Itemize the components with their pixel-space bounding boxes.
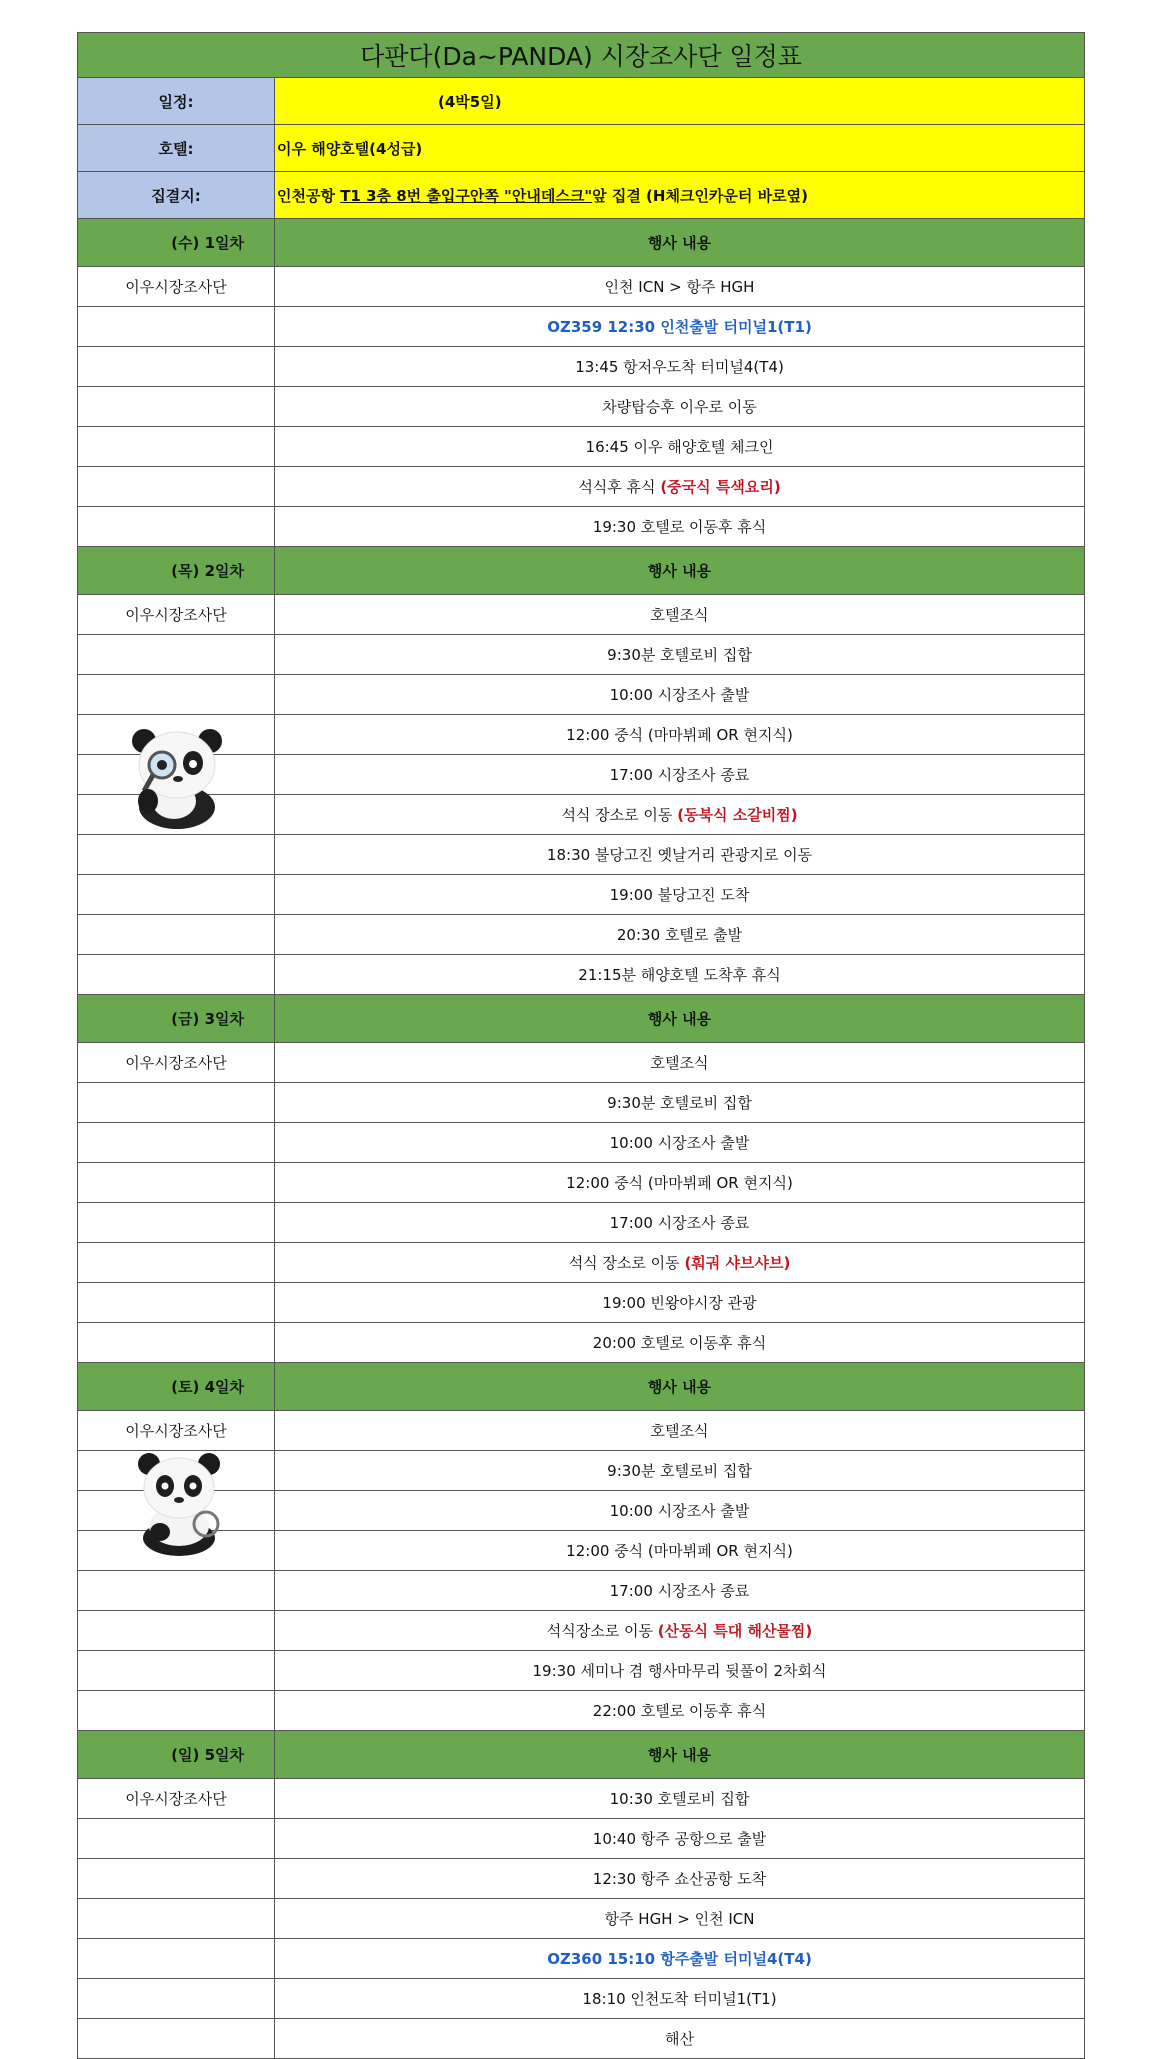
event-cell [275,795,1085,835]
day-header-title: 행사 내용 [275,1363,1085,1411]
info-row-hotel [78,125,1085,172]
schedule-row [78,915,1085,955]
team-cell [78,835,275,875]
team-cell [78,1323,275,1363]
team-cell: 이우시장조사단 [78,267,275,307]
schedule-row [78,1651,1085,1691]
event-cell [275,1819,1085,1859]
schedule-row [78,307,1085,347]
event-text: 13:45 항저우도착 터미널4(T4) [575,358,784,376]
day-header-title: 행사 내용 [275,547,1085,595]
event-text: 16:45 이우 해양호텔 체크인 [585,438,774,456]
event-cell [275,427,1085,467]
day-label: (수) 1일차 [78,219,275,267]
schedule-row [78,1323,1085,1363]
event-text: 9:30분 호텔로비 집합 [607,1094,752,1112]
event-text: 석식 장소로 이동 [568,1254,685,1272]
schedule-row [78,387,1085,427]
team-cell [78,307,275,347]
event-menu-highlight: (중국식 특색요리) [660,478,781,496]
event-text: 9:30분 호텔로비 집합 [607,646,752,664]
schedule-table [77,32,1085,2059]
team-cell: 이우시장조사단 [78,1779,275,1819]
event-cell [275,1651,1085,1691]
team-cell [78,467,275,507]
event-text: 12:00 중식 (마마뷔페 OR 현지식) [566,1174,793,1192]
schedule-label: 일정: [78,78,275,125]
event-text: 석식 장소로 이동 [561,806,678,824]
team-cell [78,507,275,547]
event-text: 19:00 빈왕야시장 관광 [602,1294,757,1312]
event-cell [275,307,1085,347]
team-cell [78,675,275,715]
event-text: 호텔조식 [650,1054,709,1072]
team-cell [78,1203,275,1243]
team-cell [78,1611,275,1651]
schedule-row [78,267,1085,307]
hotel-label: 호텔: [78,125,275,172]
event-text: 21:15분 해양호텔 도착후 휴식 [578,966,781,984]
title-row [78,33,1085,78]
event-cell [275,635,1085,675]
event-cell [275,387,1085,427]
team-cell [78,2019,275,2059]
team-cell [78,1243,275,1283]
info-row-schedule [78,78,1085,125]
schedule-row [78,1939,1085,1979]
event-text: 10:30 호텔로비 집합 [609,1790,750,1808]
event-cell [275,467,1085,507]
event-text: 18:30 불당고진 옛날거리 관광지로 이동 [546,846,813,864]
day-header-row [78,547,1085,595]
schedule-row [78,1243,1085,1283]
event-cell [275,1939,1085,1979]
team-cell [78,635,275,675]
event-cell [275,835,1085,875]
event-text: 18:10 인천도착 터미널1(T1) [582,1990,777,2008]
event-cell [275,955,1085,995]
team-cell [78,347,275,387]
event-text: 22:00 호텔로 이동후 휴식 [592,1702,767,1720]
team-cell [78,1859,275,1899]
event-text: OZ360 15:10 항주출발 터미널4(T4) [547,1950,812,1968]
event-text: 19:30 호텔로 이동후 휴식 [592,518,767,536]
event-cell [275,1323,1085,1363]
team-cell [78,427,275,467]
event-cell [275,1083,1085,1123]
schedule-row [78,1779,1085,1819]
event-cell [275,1779,1085,1819]
event-text: 12:30 항주 쇼산공항 도착 [592,1870,767,1888]
schedule-row [78,955,1085,995]
day-header-title: 행사 내용 [275,995,1085,1043]
event-text: 항주 HGH > 인천 ICN [604,1910,755,1928]
event-cell [275,1531,1085,1571]
schedule-row [78,1819,1085,1859]
team-cell [78,955,275,995]
schedule-sheet [77,32,1084,2059]
event-text: 17:00 시장조사 종료 [609,1582,750,1600]
event-cell [275,1571,1085,1611]
schedule-row [78,595,1085,635]
schedule-row [78,1043,1085,1083]
schedule-row [78,1611,1085,1651]
team-cell [78,1651,275,1691]
event-text: 호텔조식 [650,606,709,624]
event-text: 10:40 항주 공항으로 출발 [592,1830,767,1848]
panda-sitting-illustration [124,1446,234,1558]
schedule-row [78,1411,1085,1451]
event-text: 19:00 불당고진 도착 [609,886,750,904]
event-cell [275,595,1085,635]
schedule-row [78,1083,1085,1123]
event-cell [275,915,1085,955]
event-cell [275,1043,1085,1083]
event-cell [275,1491,1085,1531]
event-cell [275,507,1085,547]
team-cell [78,875,275,915]
info-row-meeting [78,172,1085,219]
schedule-row [78,1283,1085,1323]
event-menu-highlight: (동북식 소갈비찜) [677,806,798,824]
event-cell [275,2019,1085,2059]
team-cell [78,387,275,427]
event-cell [275,1163,1085,1203]
event-text: 해산 [665,2030,694,2048]
event-cell [275,1979,1085,2019]
event-cell [275,755,1085,795]
day-header-row [78,1731,1085,1779]
day-header-row [78,995,1085,1043]
schedule-row [78,1203,1085,1243]
schedule-row [78,875,1085,915]
event-cell [275,1123,1085,1163]
schedule-row [78,427,1085,467]
day-label: (일) 5일차 [78,1731,275,1779]
event-cell [275,875,1085,915]
schedule-row [78,347,1085,387]
event-text: 19:30 세미나 겸 행사마무리 뒷풀이 2차회식 [532,1662,827,1680]
schedule-row [78,1123,1085,1163]
event-cell [275,1411,1085,1451]
event-text: 10:00 시장조사 출발 [609,1502,750,1520]
event-cell [275,1611,1085,1651]
event-menu-highlight: (산동식 특대 해산물찜) [657,1622,813,1640]
schedule-row [78,1691,1085,1731]
event-cell [275,715,1085,755]
team-cell: 이우시장조사단 [78,1411,275,1451]
day-header-title: 행사 내용 [275,219,1085,267]
event-cell [275,1203,1085,1243]
schedule-row [78,1859,1085,1899]
event-cell [275,1451,1085,1491]
event-cell [275,267,1085,307]
meeting-value [275,172,1085,219]
event-text: 9:30분 호텔로비 집합 [607,1462,752,1480]
meeting-value-prefix: 인천공항 [277,186,341,205]
meeting-label: 집결지: [78,172,275,219]
meeting-value-suffix: 앞 집결 (H체크인카운터 바로옆) [592,186,808,205]
event-text: 10:00 시장조사 출발 [609,686,750,704]
panda-magnifier-illustration [122,719,232,829]
team-cell [78,1283,275,1323]
event-text: 20:00 호텔로 이동후 휴식 [592,1334,767,1352]
event-cell [275,1691,1085,1731]
schedule-row [78,675,1085,715]
event-cell [275,675,1085,715]
day-header-row [78,219,1085,267]
hotel-value: 이우 해양호텔(4성급) [275,125,1085,172]
event-cell [275,1243,1085,1283]
event-text: 12:00 중식 (마마뷔페 OR 현지식) [566,726,793,744]
team-cell [78,1691,275,1731]
event-cell [275,1283,1085,1323]
event-cell [275,1859,1085,1899]
event-text: 10:00 시장조사 출발 [609,1134,750,1152]
schedule-value: (4박5일) [275,78,1085,125]
schedule-row [78,1571,1085,1611]
event-text: 12:00 중식 (마마뷔페 OR 현지식) [566,1542,793,1560]
event-text: 석식후 휴식 [578,478,661,496]
schedule-row [78,2019,1085,2059]
team-cell [78,1571,275,1611]
page-title: 다판다(Da~PANDA) 시장조사단 일정표 [78,33,1085,78]
event-cell [275,347,1085,387]
day-label: (목) 2일차 [78,547,275,595]
event-text: 인천 ICN > 항주 HGH [604,278,755,296]
team-cell [78,1083,275,1123]
schedule-row [78,835,1085,875]
team-cell: 이우시장조사단 [78,1043,275,1083]
day-label: (토) 4일차 [78,1363,275,1411]
schedule-row [78,467,1085,507]
team-cell [78,1123,275,1163]
event-text: 석식장소로 이동 [546,1622,658,1640]
schedule-row [78,635,1085,675]
team-cell [78,1163,275,1203]
meeting-value-underlined: T1 3층 8번 출입구안쪽 "안내데스크" [340,186,593,205]
day-header-row [78,1363,1085,1411]
day-header-title: 행사 내용 [275,1731,1085,1779]
event-text: OZ359 12:30 인천출발 터미널1(T1) [547,318,812,336]
event-menu-highlight: (훠궈 샤브샤브) [684,1254,791,1272]
schedule-row [78,1979,1085,2019]
schedule-row [78,507,1085,547]
team-cell [78,1939,275,1979]
team-cell: 이우시장조사단 [78,595,275,635]
event-text: 17:00 시장조사 종료 [609,766,750,784]
event-text: 호텔조식 [650,1422,709,1440]
schedule-row [78,1163,1085,1203]
team-cell [78,1819,275,1859]
event-text: 17:00 시장조사 종료 [609,1214,750,1232]
team-cell [78,915,275,955]
event-text: 20:30 호텔로 출발 [616,926,743,944]
team-cell [78,1979,275,2019]
day-label: (금) 3일차 [78,995,275,1043]
team-cell [78,1899,275,1939]
schedule-row [78,1899,1085,1939]
event-text: 차량탑승후 이우로 이동 [602,398,757,416]
event-cell [275,1899,1085,1939]
